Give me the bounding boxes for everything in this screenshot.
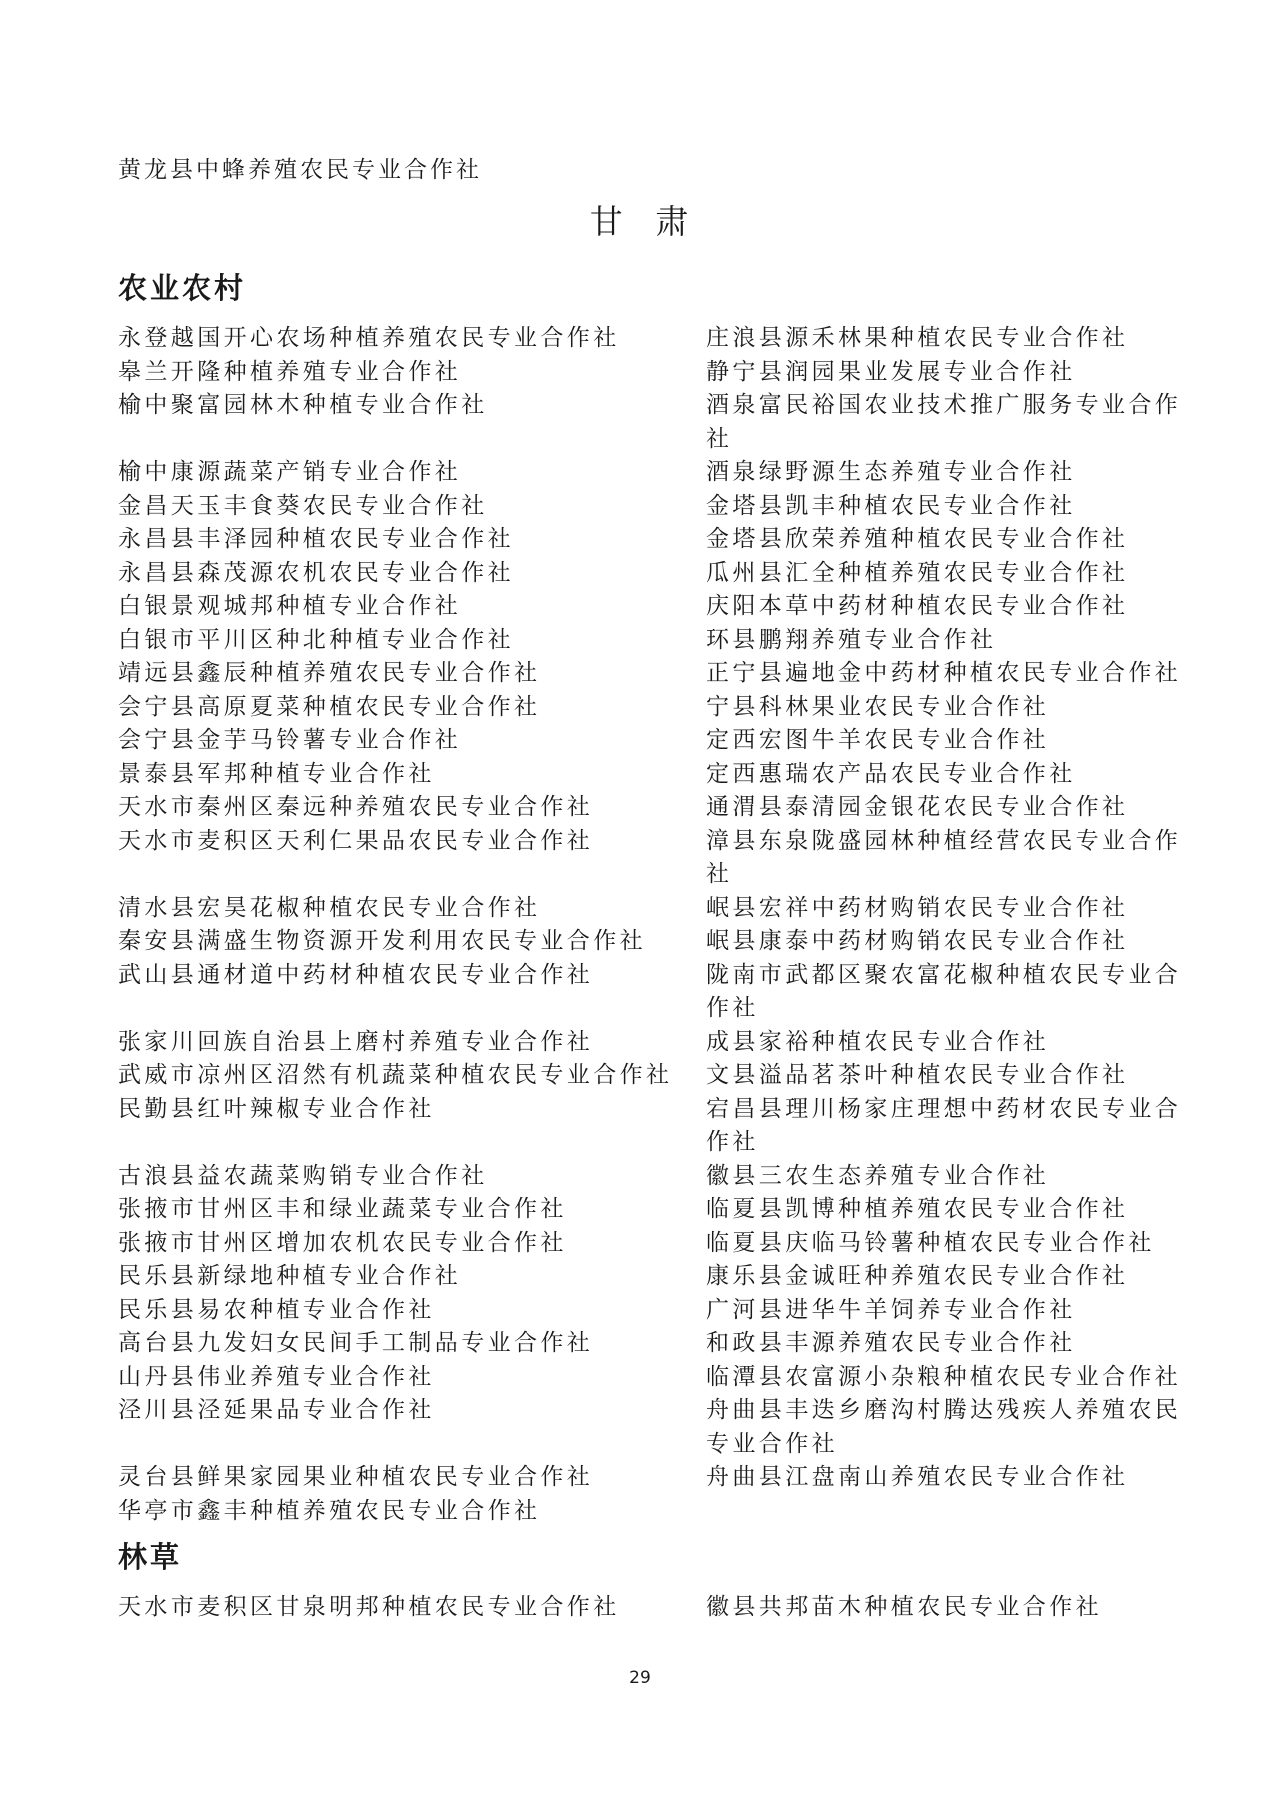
list-item: 正宁县遍地金中药材种植农民专业合作社 bbox=[706, 660, 1182, 686]
list-item: 泾川县泾延果品专业合作社 bbox=[118, 1397, 435, 1423]
agriculture-left-column bbox=[118, 322, 678, 1528]
list-item: 康乐县金诚旺种养殖农民专业合作社 bbox=[706, 1263, 1129, 1289]
list-item: 岷县康泰中药材购销农民专业合作社 bbox=[706, 928, 1129, 954]
list-item: 榆中康源蔬菜产销专业合作社 bbox=[118, 459, 462, 485]
list-item: 漳县东泉陇盛园林种植经营农民专业合作社 bbox=[706, 827, 1182, 887]
list-item: 徽县共邦苗木种植农民专业合作社 bbox=[706, 1594, 1102, 1620]
list-item: 酒泉富民裕国农业技术推广服务专业合作社 bbox=[706, 392, 1182, 452]
list-item: 临夏县凯博种植养殖农民专业合作社 bbox=[706, 1196, 1129, 1222]
list-item: 定西惠瑞农产品农民专业合作社 bbox=[706, 760, 1076, 787]
list-item: 庄浪县源禾林果种植农民专业合作社 bbox=[706, 325, 1129, 351]
list-item: 庆阳本草中药材种植农民专业合作社 bbox=[706, 593, 1129, 619]
list-item: 金昌天玉丰食葵农民专业合作社 bbox=[118, 492, 488, 519]
list-item: 通渭县泰清园金银花农民专业合作社 bbox=[706, 794, 1129, 820]
list-item: 天水市麦积区天利仁果品农民专业合作社 bbox=[118, 827, 594, 854]
list-item: 山丹县伟业养殖专业合作社 bbox=[118, 1363, 435, 1390]
list-spacer bbox=[118, 1126, 678, 1160]
list-item: 定西宏图牛羊农民专业合作社 bbox=[706, 727, 1050, 753]
list-item: 民乐县易农种植专业合作社 bbox=[118, 1296, 435, 1323]
list-item: 古浪县益农蔬菜购销专业合作社 bbox=[118, 1162, 488, 1189]
list-item: 舟曲县丰迭乡磨沟村腾达残疾人养殖农民专业合作社 bbox=[706, 1397, 1182, 1457]
list-spacer bbox=[118, 992, 678, 1026]
list-item: 张掖市甘州区丰和绿业蔬菜专业合作社 bbox=[118, 1196, 567, 1222]
list-item: 灵台县鲜果家园果业种植农民专业合作社 bbox=[118, 1464, 594, 1490]
list-item: 金塔县凯丰种植农民专业合作社 bbox=[706, 492, 1076, 519]
section-heading-agriculture: 农业农村 bbox=[118, 271, 247, 305]
list-item: 武山县通材道中药材种植农民专业合作社 bbox=[118, 961, 594, 988]
list-item: 白银景观城邦种植专业合作社 bbox=[118, 593, 462, 619]
intro-line: 黄龙县中蜂养殖农民专业合作社 bbox=[118, 157, 482, 183]
list-item: 宕昌县理川杨家庄理想中药材农民专业合作社 bbox=[706, 1095, 1182, 1155]
list-item: 靖远县鑫辰种植养殖农民专业合作社 bbox=[118, 660, 541, 686]
list-spacer bbox=[118, 858, 678, 892]
list-item: 景泰县军邦种植专业合作社 bbox=[118, 760, 435, 787]
list-item: 静宁县润园果业发展专业合作社 bbox=[706, 358, 1076, 385]
forestry-right-column bbox=[706, 1591, 1186, 1625]
list-spacer bbox=[118, 423, 678, 457]
province-title: 甘 肃 bbox=[589, 202, 691, 241]
list-item: 徽县三农生态养殖专业合作社 bbox=[706, 1162, 1050, 1189]
list-item: 舟曲县江盘南山养殖农民专业合作社 bbox=[706, 1464, 1129, 1490]
list-item: 永昌县丰泽园种植农民专业合作社 bbox=[118, 526, 514, 552]
list-item: 陇南市武都区聚农富花椒种植农民专业合作社 bbox=[706, 961, 1182, 1021]
list-item: 华亭市鑫丰种植养殖农民专业合作社 bbox=[118, 1497, 541, 1524]
list-item: 秦安县满盛生物资源开发利用农民专业合作社 bbox=[118, 928, 646, 954]
list-item: 皋兰开隆种植养殖专业合作社 bbox=[118, 358, 462, 385]
list-item: 瓜州县汇全种植养殖农民专业合作社 bbox=[706, 559, 1129, 586]
page-number: 29 bbox=[629, 1668, 651, 1688]
list-item: 武威市凉州区沼然有机蔬菜种植农民专业合作社 bbox=[118, 1062, 673, 1088]
list-item: 金塔县欣荣养殖种植农民专业合作社 bbox=[706, 526, 1129, 552]
list-item: 广河县进华牛羊饲养专业合作社 bbox=[706, 1296, 1076, 1323]
list-item: 成县家裕种植农民专业合作社 bbox=[706, 1028, 1050, 1055]
list-spacer bbox=[118, 1428, 678, 1462]
agriculture-right-column bbox=[706, 322, 1186, 1495]
list-item: 张掖市甘州区增加农机农民专业合作社 bbox=[118, 1229, 567, 1256]
list-item: 天水市麦积区甘泉明邦种植农民专业合作社 bbox=[118, 1594, 620, 1620]
list-item: 民乐县新绿地种植专业合作社 bbox=[118, 1263, 462, 1289]
list-item: 和政县丰源养殖农民专业合作社 bbox=[706, 1330, 1076, 1356]
list-item: 文县溢品茗茶叶种植农民专业合作社 bbox=[706, 1062, 1129, 1088]
forestry-left-column bbox=[118, 1591, 678, 1625]
list-item: 临潭县农富源小杂粮种植农民专业合作社 bbox=[706, 1363, 1182, 1390]
list-item: 张家川回族自治县上磨村养殖专业合作社 bbox=[118, 1028, 594, 1055]
list-item: 酒泉绿野源生态养殖专业合作社 bbox=[706, 459, 1076, 485]
list-item: 永昌县森茂源农机农民专业合作社 bbox=[118, 559, 514, 586]
list-item: 临夏县庆临马铃薯种植农民专业合作社 bbox=[706, 1229, 1155, 1256]
list-item: 高台县九发妇女民间手工制品专业合作社 bbox=[118, 1330, 594, 1356]
list-item: 岷县宏祥中药材购销农民专业合作社 bbox=[706, 894, 1129, 921]
list-item: 宁县科林果业农民专业合作社 bbox=[706, 693, 1050, 720]
list-item: 会宁县金芋马铃薯专业合作社 bbox=[118, 727, 462, 753]
list-item: 民勤县红叶辣椒专业合作社 bbox=[118, 1095, 435, 1122]
list-item: 榆中聚富园林木种植专业合作社 bbox=[118, 392, 488, 418]
list-item: 天水市秦州区秦远种养殖农民专业合作社 bbox=[118, 794, 594, 820]
section-heading-forestry: 林草 bbox=[118, 1540, 183, 1574]
list-item: 环县鹏翔养殖专业合作社 bbox=[706, 626, 997, 653]
list-item: 永登越国开心农场种植养殖农民专业合作社 bbox=[118, 325, 620, 351]
list-item: 清水县宏昊花椒种植农民专业合作社 bbox=[118, 894, 541, 921]
list-item: 会宁县高原夏菜种植农民专业合作社 bbox=[118, 693, 541, 720]
list-item: 白银市平川区种北种植专业合作社 bbox=[118, 626, 514, 653]
